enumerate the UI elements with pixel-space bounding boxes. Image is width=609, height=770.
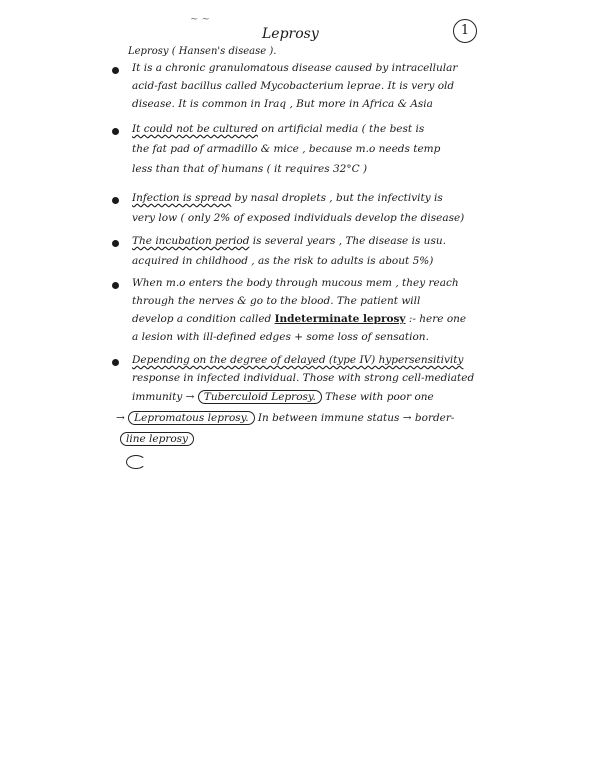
bullet-dot xyxy=(112,282,119,289)
bullet-2-line-2: the fat pad of armadillo & mice , because m.o needs temp xyxy=(132,143,441,155)
bullet-dot xyxy=(112,128,119,135)
intro-line: Leprosy ( Hansen's disease ). xyxy=(128,46,277,57)
bullet-1-line-1: It is a chronic granulomatous disease caused by intracellular xyxy=(132,62,458,74)
bullet-3-rest: by nasal droplets , but the infectivity is xyxy=(231,192,443,204)
bullet-5-line-3-start: develop a condition called xyxy=(132,313,275,325)
arrow-icon: → xyxy=(185,391,195,403)
borderline-leprosy-term: line leprosy xyxy=(120,432,194,446)
lepromatous-leprosy-term: Lepromatous leprosy. xyxy=(128,411,254,425)
bullet-dot xyxy=(112,359,119,366)
bullet-6-line-4-end: border- xyxy=(411,412,455,424)
bullet-6-emphasis: Depending on the degree of delayed (type IV) hypersensitivity xyxy=(132,354,464,366)
bullet-6-line-3 xyxy=(132,391,434,403)
arrow-icon: → xyxy=(116,412,125,424)
indeterminate-leprosy-term: Indeterminate leprosy xyxy=(274,313,406,325)
bullet-dot xyxy=(112,240,119,247)
bullet-5-line-3-end: :- here one xyxy=(405,313,467,325)
bullet-4-line-2: acquired in childhood , as the risk to adults is about 5%) xyxy=(132,255,434,267)
bullet-dot xyxy=(112,67,119,74)
bullet-3-line-1 xyxy=(132,192,443,204)
bullet-2-rest: on artificial media ( the best is xyxy=(257,123,425,135)
bullet-2-emphasis: It could not be cultured xyxy=(132,123,258,135)
bullet-1-line-2: acid-fast bacillus called Mycobacterium leprae. It is very old xyxy=(132,80,455,92)
bullet-6-line-5 xyxy=(120,433,194,445)
bullet-6-line-3-end: These with poor one xyxy=(321,391,434,403)
bullet-6-line-4-middle: In between immune status xyxy=(254,412,403,424)
bullet-4-rest: is several years , The disease is usu. xyxy=(249,235,446,247)
bullet-4-line-1 xyxy=(132,235,446,247)
bullet-1-line-3: disease. It is common in Iraq , But more in Africa & Asia xyxy=(132,98,433,110)
bullet-2-line-3: less than that of humans ( it requires 32°C ) xyxy=(132,163,368,175)
bullet-6-line-3-start: immunity xyxy=(132,391,186,403)
bullet-3-line-2: very low ( only 2% of exposed individuals develop the disease) xyxy=(132,212,465,224)
arrow-icon: → xyxy=(402,412,412,424)
bullet-3-emphasis: Infection is spread xyxy=(132,192,232,204)
bullet-6-line-2: response in infected individual. Those with strong cell-mediated xyxy=(132,372,475,384)
bullet-4-emphasis: The incubation period xyxy=(132,235,250,247)
page-title: Leprosy xyxy=(262,26,319,42)
bullet-5-line-2: through the nerves & go to the blood. The patient will xyxy=(132,295,421,307)
bullet-6-line-4 xyxy=(116,412,454,424)
bullet-dot xyxy=(112,197,119,204)
tuberculoid-leprosy-term: Tuberculoid Leprosy. xyxy=(198,390,322,404)
initials-mark xyxy=(126,455,146,469)
bullet-2-line-1 xyxy=(132,123,424,135)
scan-mark: ~ ~ xyxy=(190,14,210,25)
bullet-6-line-1 xyxy=(132,354,463,366)
bullet-5-line-4: a lesion with ill-defined edges + some loss of sensation. xyxy=(132,331,429,343)
bullet-5-line-3 xyxy=(132,313,466,325)
bullet-5-line-1: When m.o enters the body through mucous mem , they reach xyxy=(132,277,459,289)
page-number: 1 xyxy=(453,19,477,43)
